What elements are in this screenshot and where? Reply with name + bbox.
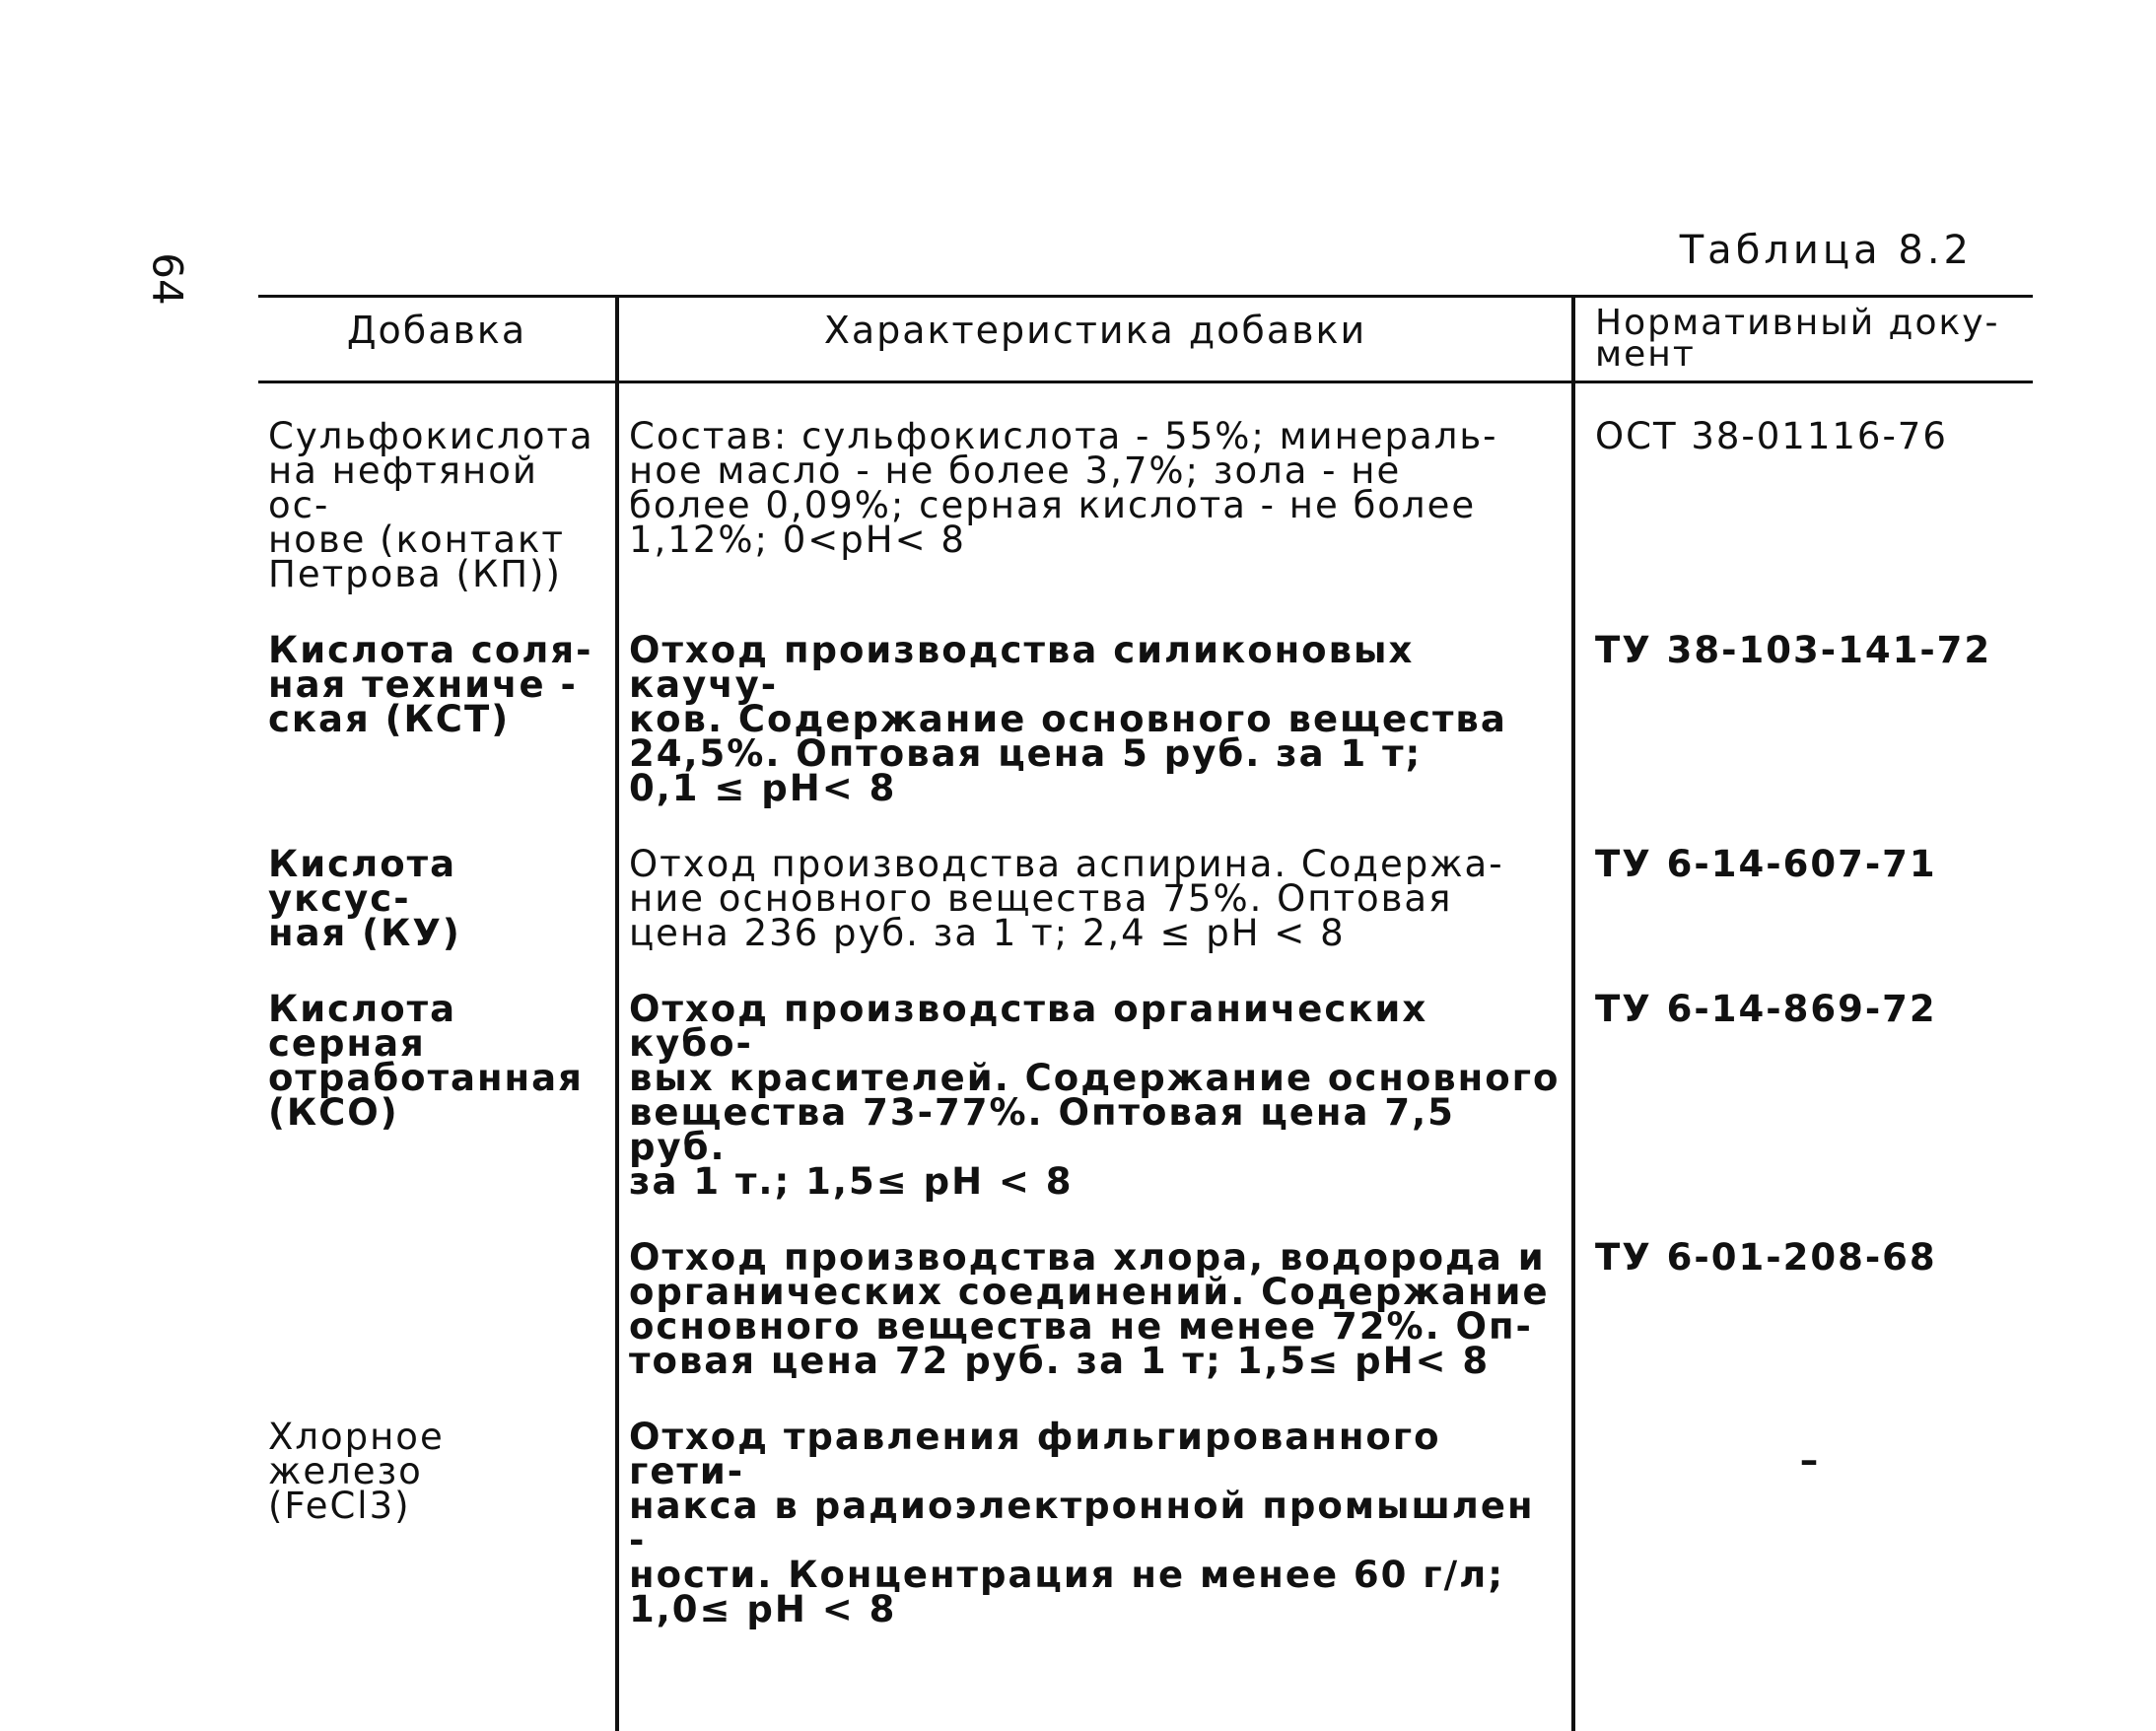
characteristic-cell: Отход производства силиконовых каучу- ков. Содержание основного вещества 24,5%. Оптовая цена 5 руб. за 1 т; 0,1 ≤ pH< 8 [617,597,1573,811]
header-additive: Добавка [258,297,617,382]
additive-cell [258,1205,617,1384]
document-cell: – [1573,1384,2033,1632]
additives-table [258,295,2033,1731]
table-row [258,1205,2033,1384]
document-cell: ТУ 6-01-208-68 [1573,1205,2033,1384]
characteristic-cell: Отход травления фильгированного гети- накса в радиоэлектронной промышлен - ности. Концентрация не менее 60 г/л; 1,0≤ pH < 8 [617,1384,1573,1632]
additive-cell: Кислота уксус- ная (КУ) [268,843,461,954]
page-number: 64 [143,252,192,306]
header-characteristic: Характеристика добавки [617,297,1573,382]
document-cell: ТУ 6-14-607-71 [1573,811,2033,956]
table-row [258,597,2033,811]
characteristic-cell: Отход производства аспирина. Содержа- ние основного вещества 75%. Оптовая цена 236 руб. за 1 т; 2,4 ≤ pH < 8 [617,811,1573,956]
document-cell: ТУ 6-14-869-72 [1573,956,2033,1205]
additive-cell: Кислота соля- ная техниче - ская (КСТ) [268,629,593,740]
table-row [258,811,2033,956]
document-cell: ОСТ 38-01116-76 [1573,382,2033,598]
table-title: Таблица 8.2 [1679,228,1973,273]
table-row [258,382,2033,598]
characteristic-cell: Отход производства органических кубо- вых красителей. Содержание основного вещества 73-77%. Оптовая цена 7,5 руб. за 1 т.; 1,5≤ pH < 8 [617,956,1573,1205]
header-document: Нормативный доку- мент [1573,297,2033,382]
additive-cell: Хлорное железо (FeCl3) [268,1416,445,1527]
document-cell: ТУ 38-103-141-72 [1573,597,2033,811]
table-spacer-row [258,1632,2033,1731]
characteristic-cell: Состав: сульфокислота - 55%; минераль- ное масло - не более 3,7%; зола - не более 0,09%; серная кислота - не более 1,12%; 0<pH< 8 [617,382,1573,598]
characteristic-cell: Отход производства хлора, водорода и органических соединений. Содержание основного вещества не менее 72%. Оп- товая цена 72 руб. за 1 т; 1,5≤ pH< 8 [617,1205,1573,1384]
table-row [258,1384,2033,1632]
additive-cell: Кислота серная отработанная (КСО) [268,988,584,1134]
table-row [258,956,2033,1205]
table-header-row [258,297,2033,382]
additive-cell: Сульфокислота на нефтяной ос- нове (контакт Петрова (КП)) [268,415,594,595]
